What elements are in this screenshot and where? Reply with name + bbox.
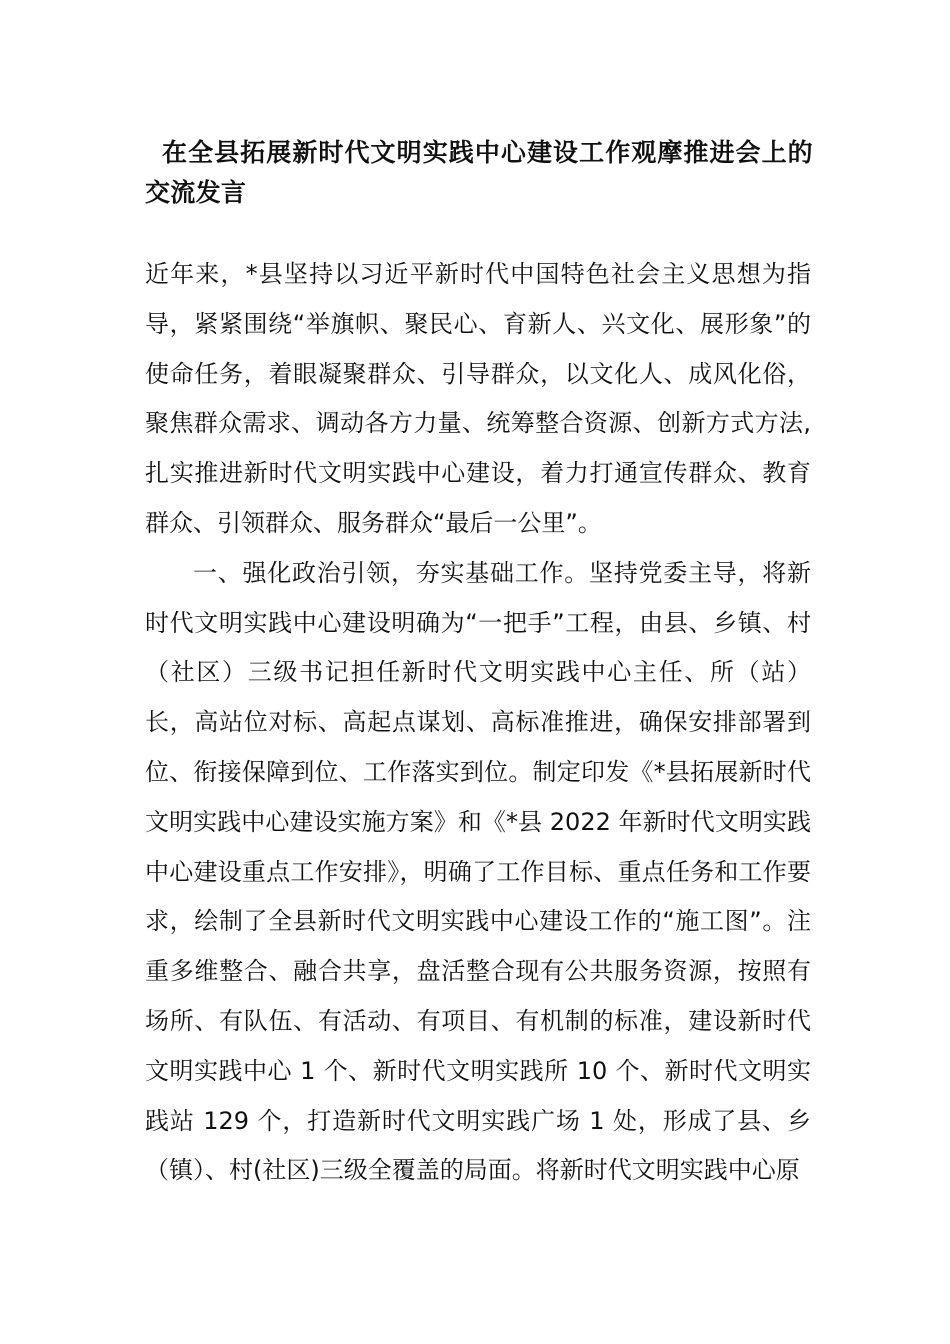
document-title: 在全县拓展新时代文明实践中心建设工作观摩推进会上的交流发言	[145, 138, 813, 207]
paragraph-section-one: 一、强化政治引领，夯实基础工作。坚持党委主导，将新时代文明实践中心建设明确为“一把手”工程，由县、乡镇、村（社区）三级书记担任新时代文明实践中心主任、所（站）长，高站位对标、高起点谋划、高标准推进，确保安排部署到位、衔接保障到位、工作落实到位。制定印发《*县拓展新时代文明实践中心建设实施方案》和《*县 2022 年新时代文明实践中心建设重点工作安排》，明确了工作目标、重点任务和工作要求，绘制了全县新时代文明实践中心建设工作的“施工图”。注重多维整合、融合共享，盘活整合现有公共服务资源，按照有场所、有队伍、有活动、有项目、有机制的标准，建设新时代文明实践中心 1 个、新时代文明实践所 10 个、新时代文明实践站 129 个，打造新时代文明实践广场 1 处，形成了县、乡（镇）、村(社区)三级全覆盖的局面。将新时代文明实践中心原	[145, 558, 811, 1185]
paragraph-intro: 近年来，*县坚持以习近平新时代中国特色社会主义思想为指导，紧紧围绕“举旗帜、聚民心、育新人、兴文化、展形象”的使命任务，着眼凝聚群众、引导群众，以文化人、成风化俗，聚焦群众需求、调动各方力量、统筹整合资源、创新方式方法,扎实推进新时代文明实践中心建设，着力打通宣传群众、教育群众、引领群众、服务群众“最后一公里”。	[145, 260, 811, 537]
document-body	[145, 250, 811, 1196]
